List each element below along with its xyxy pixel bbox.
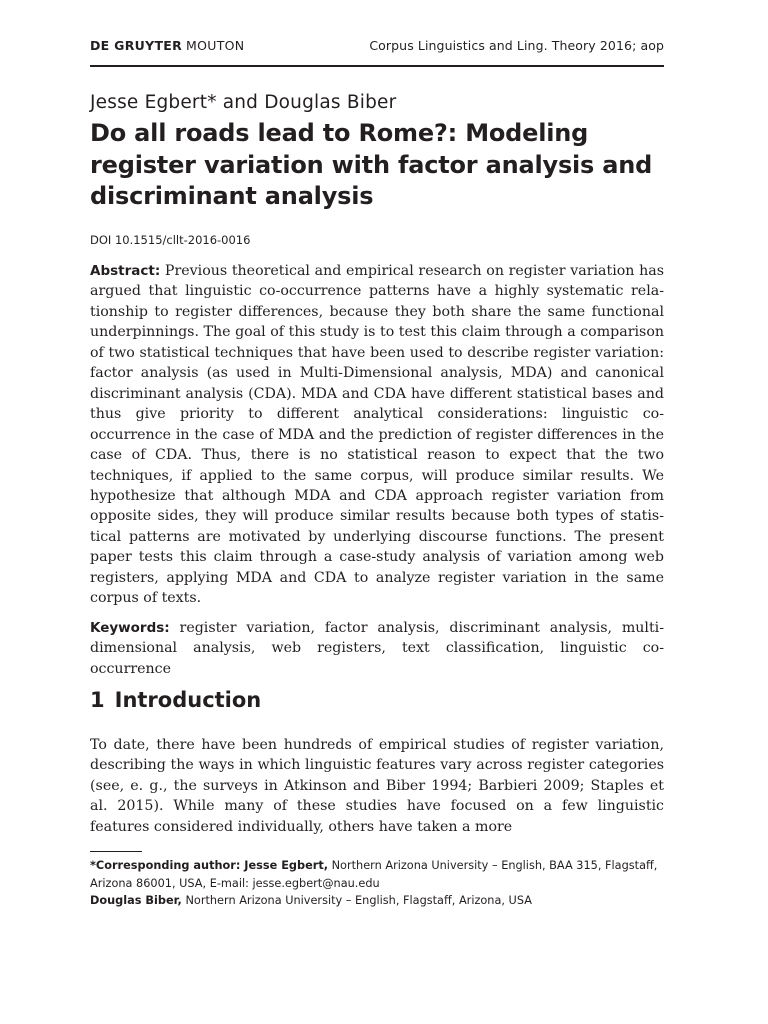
footnotes: [90, 857, 664, 910]
footnote-1-label: *Corresponding author: Jesse Egbert,: [90, 859, 329, 872]
publisher-logo: [90, 38, 244, 53]
publisher-name-bold: DE GRUYTER: [90, 38, 183, 53]
footnote-corresponding-author: [90, 857, 664, 892]
keywords-text: register variation, factor analysis, discriminant analysis, multi-dimensional analysis, web registers, text classification, linguistic co-occurrence: [90, 620, 665, 677]
footnote-2-text: Northern Arizona University – English, Flagstaff, Arizona, USA: [185, 894, 532, 907]
publisher-name-light: MOUTON: [186, 38, 245, 53]
keywords: [90, 618, 664, 679]
footnote-2-label: Douglas Biber,: [90, 894, 182, 907]
author-line: Jesse Egbert* and Douglas Biber: [90, 92, 397, 113]
abstract-text: Previous theoretical and empirical research on register variation has argued that linguistic co-occurrence patterns have a highly systematic relationship to register differences, because they both share the same functional underpinnings. The goal of this study is to test this claim through a comparison of two statistical techniques that have been used to describe register variation: factor analysis (as used in Multi-Dimensional analysis, MDA) and canonical discriminant analysis (CDA). MDA and CDA have different statistical bases and thus give priority to different analytical considerations: linguistic co-occurrence in the case of MDA and the prediction of register differences in the case of CDA. Thus, there is no statistical reason to expect that the two techniques, if applied to the same corpus, will produce similar results. We hypothesize that although MDA and CDA approach register variation from opposite sides, they will produce similar results because both types of statistical patterns are motivated by underlying discourse functions. The present paper tests this claim through a case-study analysis of variation among web registers, applying MDA and CDA to analyze register variation in the same corpus of texts.: [90, 263, 664, 607]
footnote-rule: [90, 851, 142, 852]
header-rule: [90, 65, 664, 67]
intro-text: To date, there have been hundreds of empirical studies of register variation, describing the ways in which linguistic features vary across register categories (see, e. g., the surveys in Atkinson and Biber 1994; Barbieri 2009; Staples et al. 2015). While many of these studies have focused on a few linguistic features considered individually, others have taken a more: [90, 737, 664, 835]
doi: DOI 10.1515/cllt-2016-0016: [90, 233, 251, 247]
section-number: 1: [90, 688, 105, 712]
section-title: Introduction: [114, 688, 262, 712]
footnote-second-author: [90, 892, 664, 910]
paper-title: Do all roads lead to Rome?: Modeling register variation with factor analysis and discriminant analysis: [90, 119, 653, 210]
intro-paragraph: [90, 735, 664, 837]
abstract-label: Abstract:: [90, 263, 161, 279]
keywords-label: Keywords:: [90, 620, 170, 636]
footnote-1-text: Northern Arizona University – English, BAA 315, Flagstaff, Arizona 86001, USA, E-mail: jesse.egbert@nau.edu: [90, 859, 658, 890]
journal-citation: Corpus Linguistics and Ling. Theory 2016; aop: [369, 38, 664, 53]
section-heading: [90, 688, 261, 712]
running-header: [90, 38, 664, 53]
abstract: [90, 261, 664, 609]
